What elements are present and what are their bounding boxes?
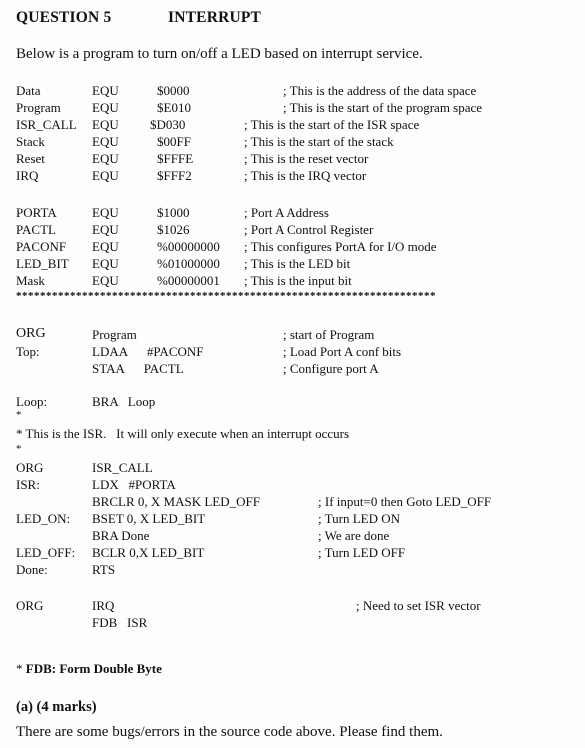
code-comment: ; If input=0 then Goto LED_OFF (318, 494, 492, 509)
equ-value: $00FF (157, 134, 191, 149)
equ-label: Mask (16, 273, 45, 288)
equ-comment: ; This is the address of the data space (283, 83, 477, 98)
equ-label: Program (16, 100, 61, 115)
equ-comment: ; This is the start of the ISR space (244, 117, 420, 132)
code-instruction: STAA PACTL (92, 361, 184, 376)
part-a-label: (a) (4 marks) (16, 699, 97, 715)
code-instruction: BRA Loop (92, 394, 156, 409)
equ-op: EQU (92, 239, 119, 254)
code-label: LED_OFF: (16, 545, 76, 560)
code-label: LED_ON: (16, 511, 71, 526)
equ-value: $1000 (157, 205, 190, 220)
equ-comment: ; Port A Address (244, 205, 329, 220)
code-label: Done: (16, 562, 48, 577)
equ-comment: ; This is the reset vector (244, 151, 369, 166)
code-instruction: BRCLR 0, X MASK LED_OFF (92, 494, 260, 509)
code-label: ISR: (16, 477, 40, 492)
equ-value: $0000 (157, 83, 190, 98)
code-label: ORG (16, 326, 46, 341)
equ-label: PACTL (16, 222, 56, 237)
equ-value: $1026 (157, 222, 190, 237)
question-title: INTERRUPT (168, 9, 262, 26)
code-comment: ; Configure port A (283, 361, 379, 376)
equ-label: Stack (16, 134, 45, 149)
code-comment: ; Turn LED ON (318, 511, 400, 526)
equ-value: $E010 (157, 100, 191, 115)
equ-label: LED_BIT (16, 256, 69, 271)
footnote (16, 662, 162, 675)
part-a-text: There are some bugs/errors in the source code above. Please find them. (16, 724, 443, 740)
code-instruction: FDB ISR (92, 615, 148, 630)
equ-comment: ; Port A Control Register (244, 222, 374, 237)
code-label: Top: (16, 344, 40, 359)
code-label: ORG (16, 598, 44, 613)
equ-comment: ; This is the start of the stack (244, 134, 394, 149)
equ-label: Reset (16, 151, 45, 166)
equ-op: EQU (92, 273, 119, 288)
code-instruction: BRA Done (92, 528, 150, 543)
footnote-text: FDB: Form Double Byte (25, 661, 162, 676)
isr-note: * This is the ISR. It will only execute when an interrupt occurs (16, 426, 349, 441)
code-instruction: IRQ (92, 598, 115, 613)
equ-op: EQU (92, 151, 119, 166)
question-number: QUESTION 5 (16, 9, 112, 26)
code-label: ORG (16, 460, 44, 475)
equ-comment: ; This is the LED bit (244, 256, 351, 271)
equ-label: ISR_CALL (16, 117, 77, 132)
equ-value: %01000000 (157, 256, 220, 271)
code-instruction: RTS (92, 562, 116, 577)
code-comment: ; We are done (318, 528, 390, 543)
equ-op: EQU (92, 134, 119, 149)
equ-op: EQU (92, 222, 119, 237)
equ-op: EQU (92, 256, 119, 271)
equ-comment: ; This is the start of the program space (283, 100, 483, 115)
code-instruction: ISR_CALL (92, 460, 153, 475)
equ-op: EQU (92, 205, 119, 220)
comment-star: * (16, 443, 22, 455)
code-comment: ; Need to set ISR vector (356, 598, 481, 613)
equ-label: PORTA (16, 205, 57, 220)
separator-line: ********************************************************************** (16, 290, 436, 302)
equ-op: EQU (92, 168, 119, 183)
equ-op: EQU (92, 83, 119, 98)
code-instruction: Program (92, 327, 137, 342)
equ-value: %00000001 (157, 273, 220, 288)
code-instruction: BCLR 0,X LED_BIT (92, 545, 205, 560)
equ-label: PACONF (16, 239, 67, 254)
equ-value: $D030 (150, 117, 186, 132)
equ-comment: ; This is the IRQ vector (244, 168, 367, 183)
intro-text: Below is a program to turn on/off a LED based on interrupt service. (16, 46, 423, 62)
equ-op: EQU (92, 100, 119, 115)
footnote-star: * (16, 661, 26, 676)
code-comment: ; Load Port A conf bits (283, 344, 402, 359)
equ-comment: ; This configures PortA for I/O mode (244, 239, 437, 254)
equ-value: $FFF2 (157, 168, 192, 183)
comment-star: * (16, 409, 22, 421)
equ-value: %00000000 (157, 239, 220, 254)
equ-op: EQU (92, 117, 119, 132)
equ-comment: ; This is the input bit (244, 273, 352, 288)
equ-label: Data (16, 83, 41, 98)
code-instruction: BSET 0, X LED_BIT (92, 511, 206, 526)
code-instruction: LDAA #PACONF (92, 344, 204, 359)
code-comment: ; Turn LED OFF (318, 545, 406, 560)
code-instruction: LDX #PORTA (92, 477, 176, 492)
equ-label: IRQ (16, 168, 39, 183)
code-comment: ; start of Program (283, 327, 375, 342)
equ-value: $FFFE (157, 151, 194, 166)
code-label: Loop: (16, 394, 48, 409)
